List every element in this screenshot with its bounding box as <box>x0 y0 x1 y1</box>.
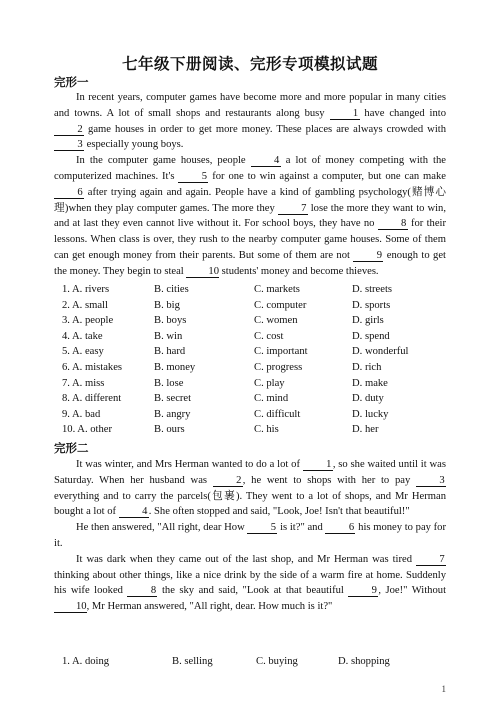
option-b: B. boys <box>154 315 187 327</box>
blank-8: 8 <box>127 585 157 597</box>
blank-4: 4 <box>119 506 149 518</box>
section2-passage <box>54 457 446 615</box>
option-row <box>62 376 452 392</box>
option-b: B. angry <box>154 408 191 420</box>
blank-9: 9 <box>348 585 378 597</box>
option-c: C. buying <box>256 656 298 667</box>
passage-text: game houses in order to get more money. These places are always crowded with <box>84 123 446 135</box>
option-d: D. make <box>352 377 388 389</box>
blank-6: 6 <box>54 187 84 199</box>
section2-options <box>62 654 452 670</box>
passage-text: students' money and become thieves. <box>218 265 379 277</box>
option-b: B. hard <box>154 346 186 358</box>
option-c: C. mind <box>254 393 289 405</box>
option-b: B. lose <box>154 377 184 389</box>
option-a: 10. A. other <box>62 424 113 436</box>
section1-passage <box>54 90 446 280</box>
option-a: 3. A. people <box>62 315 114 327</box>
option-d: D. wonderful <box>352 346 409 358</box>
blank-9: 9 <box>353 250 383 262</box>
option-d: D. sports <box>352 299 391 311</box>
passage-text: It was dark when they came out of the last shop, and Mr Herman was tired <box>76 553 416 565</box>
blank-6: 6 <box>325 522 355 534</box>
option-d: D. shopping <box>338 656 390 667</box>
option-a: 1. A. rivers <box>62 284 110 295</box>
option-row <box>62 282 452 298</box>
option-row <box>62 313 452 329</box>
option-a: 4. A. take <box>62 330 103 342</box>
option-a: 8. A. different <box>62 393 122 405</box>
blank-8: 8 <box>378 218 408 230</box>
option-a: 9. A. bad <box>62 408 101 420</box>
passage-text: the sky and said, "Look at that beautiful <box>157 585 349 597</box>
blank-3: 3 <box>416 475 446 487</box>
section1-paragraph-1 <box>54 90 446 153</box>
blank-5: 5 <box>178 171 208 183</box>
option-b: B. selling <box>172 656 213 667</box>
section1-options <box>62 282 452 438</box>
passage-text: , Joe!" Without <box>378 585 447 597</box>
passage-text: his money to pay for it. <box>54 522 447 549</box>
option-d: D. rich <box>352 361 382 373</box>
passage-text: In the computer game houses, people <box>76 155 251 167</box>
passage-text: He then answered, "All right, dear How <box>76 522 248 534</box>
option-c: C. computer <box>254 299 307 311</box>
section2-heading: 完形二 <box>54 441 89 455</box>
option-b: B. cities <box>154 284 189 295</box>
section2-paragraph-2 <box>54 520 446 552</box>
option-b: B. win <box>154 330 183 342</box>
passage-text: after trying again and again. People have a kind of gambling psychology(赌博心理)when they play computer games. The more they <box>54 186 446 214</box>
passage-text: for their lessons. When class is over, they rush to the nearby computer game houses. Some of them can get enough money from their parents. But some of them are not <box>54 218 446 261</box>
passage-text: enough to get the money. They begin to steal <box>54 249 446 277</box>
option-d: D. her <box>352 424 379 436</box>
passage-text: , he went to shops with her to pay <box>242 474 416 486</box>
blank-1: 1 <box>303 459 333 471</box>
passage-text: especially young boys. <box>84 139 184 151</box>
option-c: C. cost <box>254 330 284 342</box>
option-row <box>62 298 452 314</box>
passage-text: have changed into <box>359 107 446 119</box>
option-c: C. important <box>254 346 308 358</box>
option-b: B. ours <box>154 424 185 436</box>
option-row <box>62 407 452 423</box>
option-d: D. duty <box>352 393 384 405</box>
passage-text: . She often stopped and said, "Look, Joe! Isn't that beautiful!" <box>148 506 410 518</box>
option-d: D. streets <box>352 284 393 295</box>
passage-text: lose the more they want to win, and at last they even cannot live without it. For school boys, they have no <box>54 202 446 230</box>
option-b: B. money <box>154 361 196 373</box>
section2-paragraph-1 <box>54 457 446 520</box>
option-c: C. markets <box>254 284 300 295</box>
option-row <box>62 344 452 360</box>
passage-text: , so she waited until it was Saturday. When her husband was <box>54 459 446 486</box>
blank-2: 2 <box>213 475 243 487</box>
option-a: 7. A. miss <box>62 377 105 389</box>
option-row <box>62 422 452 438</box>
passage-text: thinking about other things, like a nice drink by the side of a warm fire at home. Suddenly his wife looked <box>54 569 446 597</box>
blank-2: 2 <box>54 124 84 136</box>
blank-3: 3 <box>54 139 84 151</box>
option-a: 1. A. doing <box>62 656 110 667</box>
passage-text: everything and to carry the parcels(包裹). They went to a lot of shops, and Mr Herman bought a lot of <box>54 490 446 518</box>
option-row <box>62 391 452 407</box>
option-b: B. secret <box>154 393 192 405</box>
option-a: 2. A. small <box>62 299 108 311</box>
option-a: 5. A. easy <box>62 346 104 358</box>
option-c: C. play <box>254 377 285 389</box>
blank-10: 10 <box>54 601 87 613</box>
blank-1: 1 <box>330 108 360 120</box>
blank-4: 4 <box>251 155 281 167</box>
passage-text: is it?" and <box>277 522 326 534</box>
option-c: C. progress <box>254 361 303 373</box>
option-d: D. girls <box>352 315 384 327</box>
option-c: C. women <box>254 315 298 327</box>
blank-7: 7 <box>278 203 308 215</box>
blank-5: 5 <box>247 522 277 534</box>
passage-text: a lot of money competing with the computerized machines. It's <box>54 155 446 182</box>
section2-paragraph-3 <box>54 552 446 615</box>
section1-paragraph-2 <box>54 153 446 279</box>
option-c: C. difficult <box>254 408 301 420</box>
option-d: D. lucky <box>352 408 389 420</box>
blank-10: 10 <box>186 266 219 278</box>
option-d: D. spend <box>352 330 390 342</box>
blank-7: 7 <box>416 554 446 566</box>
passage-text: It was winter, and Mrs Herman wanted to do a lot of <box>76 459 303 470</box>
passage-text: In recent years, computer games have become more and more popular in many cities and towns. A lot of small shops and restaurants along busy <box>54 92 446 119</box>
option-row <box>62 654 452 670</box>
page-number: 1 <box>441 684 446 694</box>
passage-text: for one to win against a computer, but one can make <box>208 170 446 182</box>
option-b: B. big <box>154 299 180 311</box>
option-a: 6. A. mistakes <box>62 361 123 373</box>
option-row <box>62 329 452 345</box>
page-title: 七年级下册阅读、完形专项模拟试题 <box>121 55 378 73</box>
section1-heading: 完形一 <box>54 75 89 89</box>
passage-text: , Mr Herman answered, "All right, dear. How much is it?" <box>86 601 333 613</box>
option-row <box>62 360 452 376</box>
option-c: C. his <box>254 424 279 436</box>
